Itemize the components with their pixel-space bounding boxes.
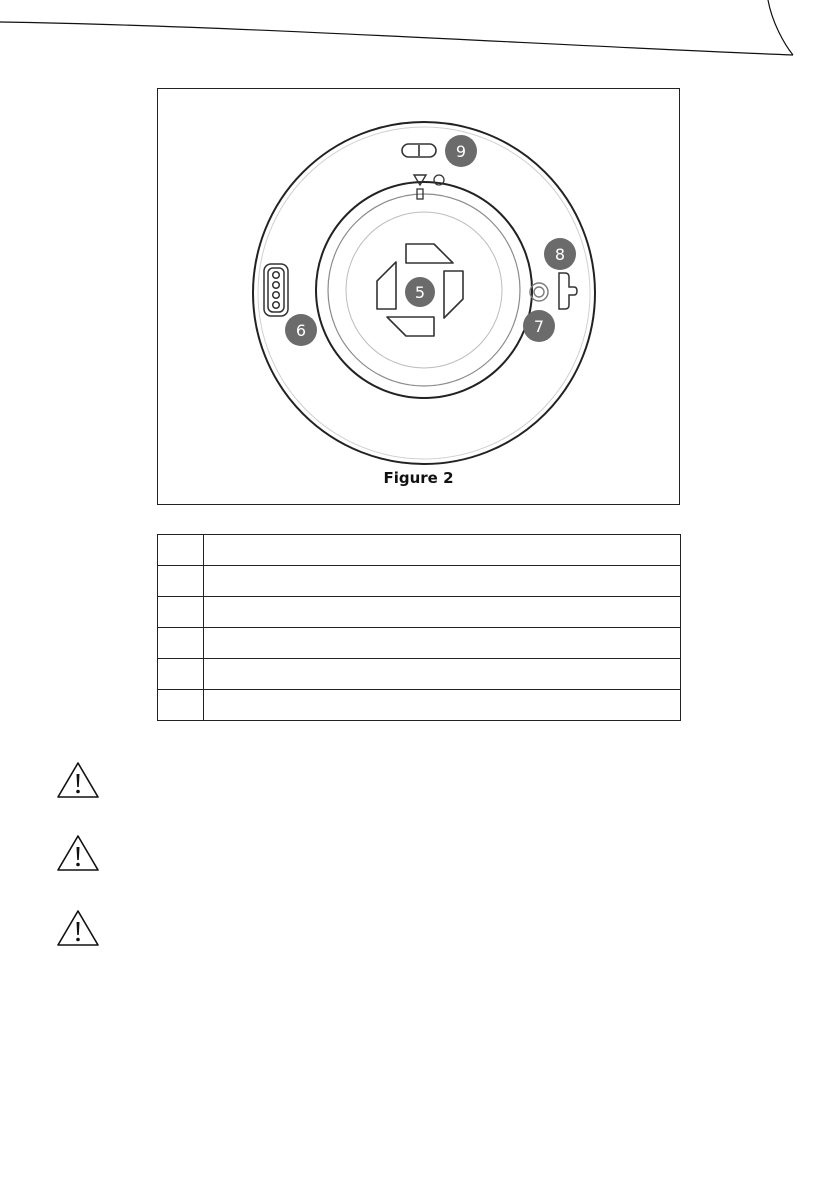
table-row: [158, 628, 681, 659]
callout-9: [445, 135, 477, 167]
callout-7: [523, 310, 555, 342]
figure-caption: Figure 2: [383, 469, 454, 487]
legend-number-cell: [158, 566, 204, 597]
top-slider: [402, 144, 436, 157]
legend-description-cell: [204, 597, 681, 628]
warning-triangle-icon: [56, 833, 100, 873]
legend-description-cell: [204, 659, 681, 690]
table-row: [158, 566, 681, 597]
callout-5: [405, 277, 435, 307]
figure-2-frame: [157, 88, 680, 505]
legend-description-cell: [204, 535, 681, 566]
legend-description-cell: [204, 628, 681, 659]
legend-number-cell: [158, 690, 204, 721]
legend-number-cell: [158, 535, 204, 566]
legend-number-cell: [158, 597, 204, 628]
legend-number-cell: [158, 659, 204, 690]
side-slot: [559, 273, 577, 309]
callout-5-label: 5: [414, 283, 426, 302]
arrow-down-icon: [414, 175, 426, 185]
callout-7-label: 7: [533, 317, 545, 336]
table-row: [158, 659, 681, 690]
warning-triangle-icon: [56, 908, 100, 948]
legend-number-cell: [158, 628, 204, 659]
table-row: [158, 535, 681, 566]
warning-triangle-icon: [56, 760, 100, 800]
callout-8: [544, 238, 576, 270]
legend-description-cell: [204, 690, 681, 721]
legend-description-cell: [204, 566, 681, 597]
page-curl-decoration: [0, 0, 839, 60]
callout-6: [285, 314, 317, 346]
callout-9-label: 9: [455, 142, 467, 161]
table-row: [158, 597, 681, 628]
callout-6-label: 6: [295, 321, 307, 340]
table-row: [158, 690, 681, 721]
legend-table: [157, 534, 681, 721]
device-diagram: [158, 89, 679, 504]
connector-port: [264, 264, 288, 316]
callout-8-label: 8: [554, 245, 566, 264]
